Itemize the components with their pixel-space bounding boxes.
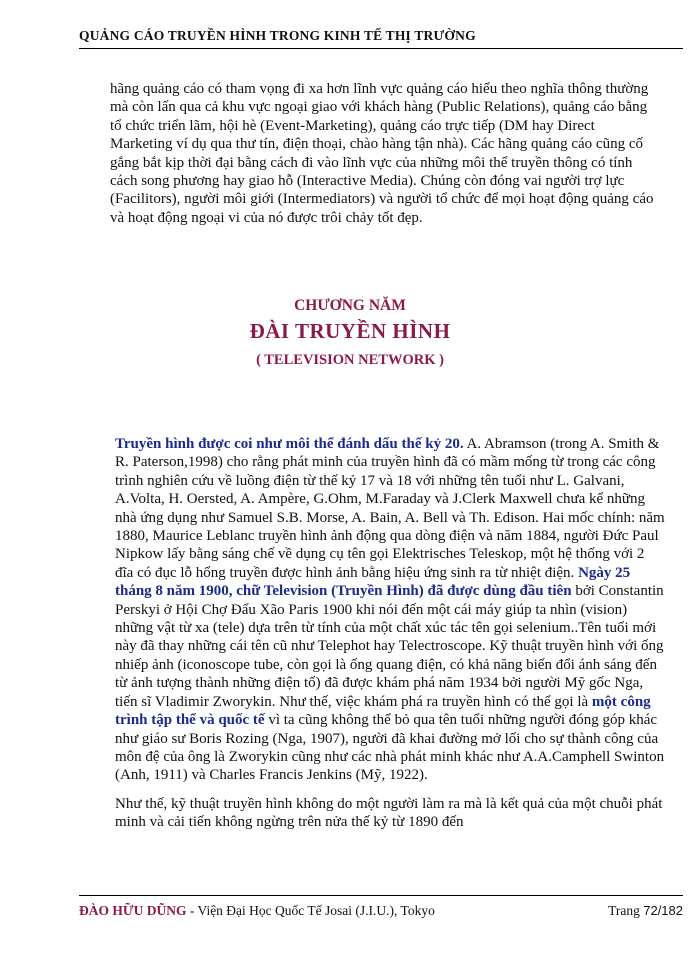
body-paragraph-2: Như thế, kỹ thuật truyền hình không do một người làm ra mà là kết quả của một chuỗi phát minh và cải tiến không ngừng trên nửa thế kỷ từ 1890 đến [115,795,663,831]
body-text-b: bởi Constantin Perskyi ở Hội Chợ Đấu Xão Paris 1900 khi nói đến một cái máy giúp ta nhìn (vision) những vật từ xa (tele) dựa trên từ tính của một chất xúc tác tên gọi selenium..Tên tuổi mới này đã thay những cái tên cũ như Telephot hay Telectroscope. Kỹ thuật truyền hình với ống nhiếp ảnh (iconoscope tube, còn gọi là ống quang điện, có khả năng biến đổi ánh sáng đến từ ảnh tượng thành những điện tố) đã được khám phá năm 1934 bởi người Mỹ gốc Nga, tiến sĩ Vladimir Zworykin. Như thế, việc khám phá ra truyền hình có thể gọi là [115,583,664,710]
highlight-lead: Truyền hình được coi như môi thể đánh dấu thế kỷ 20. [115,436,464,452]
page-number: 72/182 [643,903,683,918]
body-text-a: A. Abramson (trong A. Smith & R. Paterson,1998) cho rằng phát minh của truyền hình đã có mầm mống từ trong các công trình nghiên cứu về luồng điện từ thế kỷ 17 và 18 với những tên tuổi như L. Galvani, A.Volta, H. Oersted, A. Ampère, G.Ohm, M.Faraday và J.Clerk Maxwell chưa kể những nhà ứng dụng như Samuel S.B. Morse, A. Bain, A. Bell và Th. Edison. Hai mốc chính: năm 1880, Maurice Leblanc truyền hình ảnh động qua dòng điện và năm 1884, người Đức Paul Nipkow lấy bằng sáng chế về dụng cụ tên gọi Elektrisches Teleskop, một hệ thống với 2 đĩa có đục lỗ hổng truyền được hình ảnh bằng hiệu ứng sinh ra từ nhiệt điện. [115,436,665,581]
body-paragraph-1 [115,435,665,785]
body-text-c: vì ta cũng không thể bỏ qua tên tuổi những người đóng góp khác như giáo sư Boris Rozing (Nga, 1907), người đã khai đường mở lối cho sự thành công của môn đệ của ông là Zworykin cũng như các nhà phát minh khác như A.A.Camphell Swinton (Anh, 1911) và Charles Francis Jenkins (Mỹ, 1922). [115,712,665,784]
header-title: QUẢNG CÁO TRUYỀN HÌNH TRONG KINH TẾ THỊ TRƯỜNG [79,28,476,43]
chapter-number: CHƯƠNG NĂM [294,297,406,314]
intro-paragraph: hãng quảng cáo có tham vọng đi xa hơn lĩnh vực quảng cáo hiểu theo nghĩa thông thường mà còn lấn qua cả khu vực ngoại giao với khách hàng (Public Relations), quảng cáo bằng tổ chức triển lãm, hội hè (Event-Marketing), quảng cáo trực tiếp (DM hay Direct Marketing ví dụ qua thư tín, điện thoại, chào hàng tận nhà). Các hãng quảng cáo cũng cố gắng bắt kịp thời đại bằng cách đi vào lĩnh vực của những môi thể truyền thông có tính cách song phương hay giao hỗ (Interactive Media). Chúng còn đóng vai người trợ lực (Facilitors), người môi giới (Intermediators) và người tổ chức để mọi hoạt động quảng cáo và hoạt động ngoại vi của nó được trôi chảy tốt đẹp. [110,81,654,226]
highlight-television-date: Ngày 25 tháng 8 năm 1900, chữ Television (Truyền Hình) đã được dùng đầu tiên [115,564,631,600]
footer-affiliation: - Viện Đại Học Quốc Tế Josai (J.I.U.), Tokyo [186,903,435,918]
running-header [79,28,683,49]
chapter-body [115,435,665,842]
page-indicator [608,903,683,919]
running-footer [79,903,683,919]
chapter-subtitle: ( TELEVISION NETWORK ) [256,352,444,368]
highlight-collective-work: một công trình tập thể và quốc tế [115,693,651,729]
chapter-title: ĐÀI TRUYỀN HÌNH [249,319,451,343]
footer-divider [79,895,683,896]
page-label: Trang [608,903,644,918]
footer-author: ĐÀO HỮU DŨNG [79,903,187,918]
